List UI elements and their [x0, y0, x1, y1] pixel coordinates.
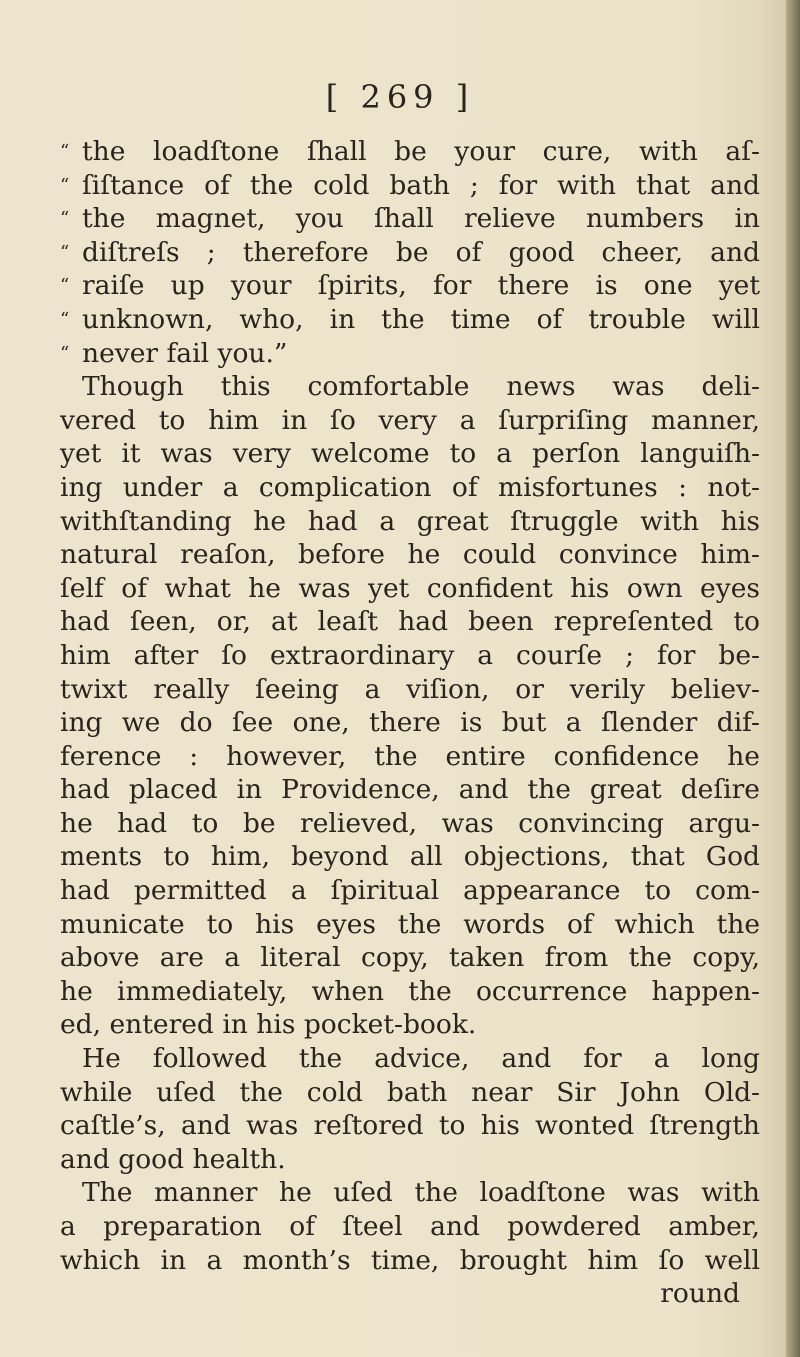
text-line: twixt really ſeeing a viſion, or verily believ- [60, 673, 760, 705]
text-line: ments to him, beyond all objections, that God [60, 841, 760, 873]
paragraph-start: The manner he uſed the loadſtone was with [82, 1177, 760, 1209]
text-line: above are a literal copy, taken from the copy, [60, 942, 760, 974]
catchword: round [660, 1278, 740, 1310]
text-line: which in a month’s time, brought him ſo well [60, 1244, 760, 1276]
text-line: caſtle’s, and was reſtored to his wonted ſtrength [60, 1110, 760, 1142]
page-edge [786, 0, 800, 1357]
text-line: and good health. [60, 1143, 286, 1175]
text-line: ing under a complication of misfortunes : not- [60, 471, 760, 503]
text-line: “ diſtreſs ; therefore be of good cheer, and [60, 236, 760, 268]
text-line: municate to his eyes the words of which the [60, 908, 760, 940]
text-line: vered to him in ſo very a ſurpriſing manner, [60, 404, 760, 436]
text-line: natural reaſon, before he could convince him- [60, 539, 760, 571]
text-line: “ raiſe up your ſpirits, for there is one yet [60, 270, 760, 302]
text-line: ference : however, the entire confidence he [60, 740, 760, 772]
paragraph-start: Though this comfortable news was deli- [82, 371, 760, 403]
text-line: ed, entered in his pocket-book. [60, 1009, 477, 1041]
text-line: him after ſo extraordinary a courſe ; for be- [60, 639, 760, 671]
text-line: a preparation of ſteel and powdered amber, [60, 1211, 760, 1242]
text-line: had ſeen, or, at leaſt had been repreſented to [60, 606, 760, 638]
text-line: he immediately, when the occurrence happen- [60, 975, 760, 1007]
text-line: had permitted a ſpiritual appearance to com- [60, 875, 760, 907]
text-line: “ the magnet, you ſhall relieve numbers in [60, 203, 760, 235]
text-line: “ the loadſtone ſhall be your cure, with aſ- [60, 136, 760, 167]
text-line: while uſed the cold bath near Sir John Old- [60, 1076, 760, 1108]
text-line: he had to be relieved, was convincing argu- [60, 807, 760, 839]
text-line: withſtanding he had a great ſtruggle with his [60, 505, 760, 537]
body-text [60, 135, 760, 1311]
text-line: “ unknown, who, in the time of trouble will [60, 303, 760, 335]
text-line: ing we do ſee one, there is but a ſlender dif- [60, 707, 760, 739]
page-header: [ 269 ] [325, 78, 475, 116]
text-line: yet it was very welcome to a perſon languiſh- [60, 438, 760, 470]
paragraph-start: He followed the advice, and for a long [82, 1043, 760, 1075]
text-line: “ never fail you.” [60, 337, 288, 369]
text-line: had placed in Providence, and the great deſire [60, 774, 760, 806]
text-line: “ ſiſtance of the cold bath ; for with that and [60, 169, 760, 201]
text-line: ſelf of what he was yet confident his own eyes [60, 572, 760, 604]
